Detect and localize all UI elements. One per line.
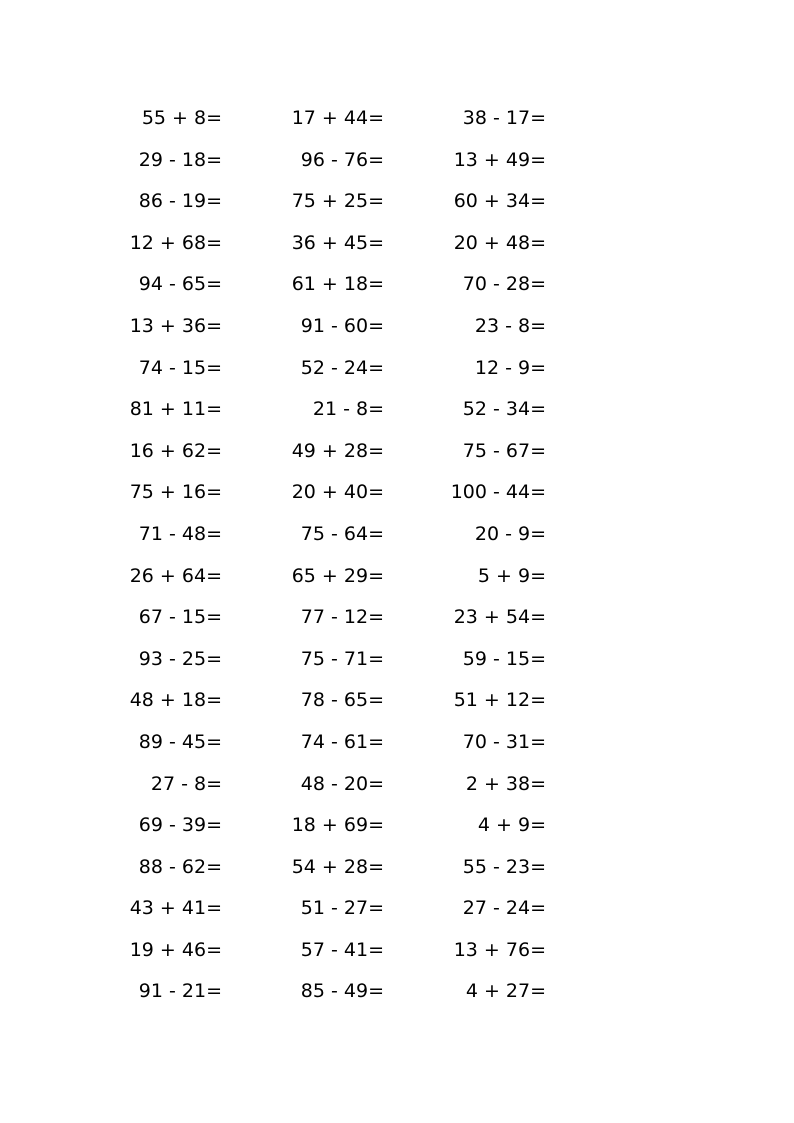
math-problem: 75 + 25= — [291, 190, 384, 213]
math-problem: 38 - 17= — [462, 107, 546, 129]
math-problem: 18 + 69= — [291, 814, 384, 837]
problem-row — [0, 805, 794, 847]
math-problem: 43 + 41= — [129, 897, 222, 920]
math-problem: 75 - 67= — [462, 439, 546, 462]
problem-row — [0, 680, 794, 722]
problem-row — [0, 597, 794, 639]
math-problem: 91 - 21= — [138, 980, 222, 1003]
math-problem: 27 - 24= — [462, 897, 546, 920]
problem-row — [0, 140, 794, 182]
math-problem: 96 - 76= — [300, 148, 384, 171]
math-problem: 93 - 25= — [138, 647, 222, 670]
math-problem: 21 - 8= — [312, 398, 384, 421]
math-problem: 54 + 28= — [291, 855, 384, 878]
math-problem: 20 + 40= — [291, 481, 384, 504]
math-problem: 55 - 23= — [462, 855, 546, 878]
math-problem: 59 - 15= — [462, 647, 546, 670]
math-problem: 36 + 45= — [291, 231, 384, 254]
math-problem: 4 + 27= — [465, 980, 546, 1003]
math-problem: 19 + 46= — [129, 938, 222, 961]
math-problem: 91 - 60= — [300, 314, 384, 337]
math-problem: 70 - 28= — [462, 273, 546, 296]
math-problem: 57 - 41= — [300, 938, 384, 961]
math-problem: 48 + 18= — [129, 689, 222, 712]
math-problem: 17 + 44= — [291, 107, 384, 129]
problem-row — [0, 223, 794, 265]
math-problem: 85 - 49= — [300, 980, 384, 1003]
math-problem: 20 - 9= — [474, 522, 546, 545]
math-problem: 55 + 8= — [141, 107, 222, 129]
math-problem: 29 - 18= — [138, 148, 222, 171]
math-problem: 26 + 64= — [129, 564, 222, 587]
math-problem: 81 + 11= — [129, 398, 222, 421]
math-problem: 74 - 61= — [300, 730, 384, 753]
math-problem: 70 - 31= — [462, 730, 546, 753]
math-problem: 75 - 64= — [300, 522, 384, 545]
math-problem: 16 + 62= — [129, 439, 222, 462]
math-problem: 23 + 54= — [453, 606, 546, 629]
math-problem: 77 - 12= — [300, 606, 384, 629]
problem-row — [0, 389, 794, 431]
problem-row — [0, 930, 794, 972]
math-problem: 75 + 16= — [129, 481, 222, 504]
problem-row — [0, 971, 794, 1013]
math-problem: 71 - 48= — [138, 522, 222, 545]
math-problem: 100 - 44= — [450, 481, 546, 504]
worksheet — [0, 98, 794, 1013]
math-problem: 51 - 27= — [300, 897, 384, 920]
problem-row — [0, 264, 794, 306]
math-problem: 4 + 9= — [477, 814, 546, 837]
math-problem: 20 + 48= — [453, 231, 546, 254]
math-problem: 78 - 65= — [300, 689, 384, 712]
math-problem: 86 - 19= — [138, 190, 222, 213]
math-problem: 13 + 76= — [453, 938, 546, 961]
problem-row — [0, 514, 794, 556]
math-problem: 13 + 49= — [453, 148, 546, 171]
math-problem: 12 + 68= — [129, 231, 222, 254]
math-problem: 74 - 15= — [138, 356, 222, 379]
problem-row — [0, 306, 794, 348]
math-problem: 51 + 12= — [453, 689, 546, 712]
problem-row — [0, 888, 794, 930]
math-problem: 67 - 15= — [138, 606, 222, 629]
math-problem: 61 + 18= — [291, 273, 384, 296]
problem-row — [0, 98, 794, 140]
math-problem: 75 - 71= — [300, 647, 384, 670]
problem-row — [0, 764, 794, 806]
math-problem: 65 + 29= — [291, 564, 384, 587]
math-problem: 88 - 62= — [138, 855, 222, 878]
math-problem: 69 - 39= — [138, 814, 222, 837]
problem-row — [0, 722, 794, 764]
math-problem: 13 + 36= — [129, 314, 222, 337]
problem-row — [0, 431, 794, 473]
math-problem: 52 - 24= — [300, 356, 384, 379]
math-problem: 27 - 8= — [150, 772, 222, 795]
math-problem: 48 - 20= — [300, 772, 384, 795]
math-problem: 89 - 45= — [138, 730, 222, 753]
problem-row — [0, 472, 794, 514]
problem-row — [0, 556, 794, 598]
math-problem: 5 + 9= — [477, 564, 546, 587]
problem-row — [0, 639, 794, 681]
math-problem: 52 - 34= — [462, 398, 546, 421]
math-problem: 60 + 34= — [453, 190, 546, 213]
problem-row — [0, 847, 794, 889]
math-problem: 12 - 9= — [474, 356, 546, 379]
math-problem: 94 - 65= — [138, 273, 222, 296]
math-problem: 23 - 8= — [474, 314, 546, 337]
problem-row — [0, 348, 794, 390]
math-problem: 2 + 38= — [465, 772, 546, 795]
problem-row — [0, 181, 794, 223]
math-problem: 49 + 28= — [291, 439, 384, 462]
